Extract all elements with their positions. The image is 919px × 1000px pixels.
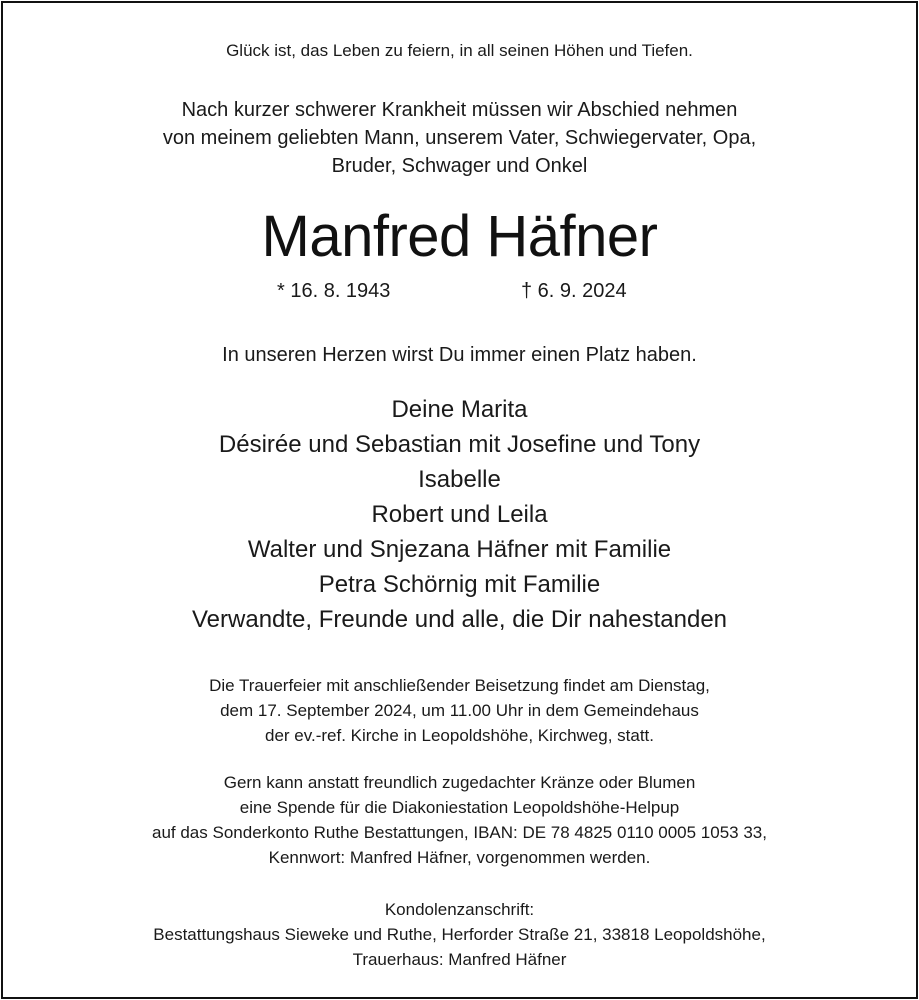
intro-line: Nach kurzer schwerer Krankheit müssen wir Abschied nehmen	[181, 99, 738, 121]
ceremony-line: dem 17. September 2024, um 11.00 Uhr in dem Gemeindehaus	[220, 701, 699, 720]
deceased-name: Manfred Häfner	[261, 204, 658, 269]
mourner-line: Robert und Leila	[371, 501, 548, 528]
memorial-quote: In unseren Herzen wirst Du immer einen Platz haben.	[222, 344, 697, 366]
death-date: † 6. 9. 2024	[521, 280, 627, 302]
condolence-address	[3, 897, 916, 972]
donation-line: Kennwort: Manfred Häfner, vorgenommen werden.	[268, 848, 651, 867]
intro-text	[3, 96, 916, 180]
mourner-line: Isabelle	[418, 466, 501, 493]
donation-line: Gern kann anstatt freundlich zugedachter Kränze oder Blumen	[223, 773, 696, 792]
condolence-line: Kondolenzanschrift:	[384, 900, 535, 919]
intro-line: Bruder, Schwager und Onkel	[331, 155, 588, 177]
life-dates	[3, 280, 916, 306]
mourner-line: Deine Marita	[391, 396, 528, 423]
condolence-line: Trauerhaus: Manfred Häfner	[352, 950, 567, 969]
donation-info	[3, 770, 916, 870]
birth-date: * 16. 8. 1943	[277, 280, 391, 302]
ceremony-line: der ev.-ref. Kirche in Leopoldshöhe, Kirchweg, statt.	[265, 726, 654, 745]
obituary-notice	[1, 1, 918, 999]
intro-line: von meinem geliebten Mann, unserem Vater, Schwiegervater, Opa,	[162, 127, 757, 149]
mourner-line: Verwandte, Freunde und alle, die Dir nahestanden	[191, 606, 728, 633]
ceremony-info	[3, 673, 916, 748]
condolence-line: Bestattungshaus Sieweke und Ruthe, Herforder Straße 21, 33818 Leopoldshöhe,	[153, 925, 766, 944]
mourner-line: Petra Schörnig mit Familie	[318, 571, 601, 598]
mourner-line: Désirée und Sebastian mit Josefine und Tony	[218, 431, 701, 458]
motto-text: Glück ist, das Leben zu feiern, in all seinen Höhen und Tiefen.	[226, 41, 693, 60]
mourner-line: Walter und Snjezana Häfner mit Familie	[247, 536, 672, 563]
mourners-list	[3, 392, 916, 637]
donation-line: eine Spende für die Diakoniestation Leopoldshöhe-Helpup	[239, 798, 680, 817]
donation-line: auf das Sonderkonto Ruthe Bestattungen, IBAN: DE 78 4825 0110 0005 1053 33,	[152, 823, 767, 842]
ceremony-line: Die Trauerfeier mit anschließender Beisetzung findet am Dienstag,	[209, 676, 710, 695]
